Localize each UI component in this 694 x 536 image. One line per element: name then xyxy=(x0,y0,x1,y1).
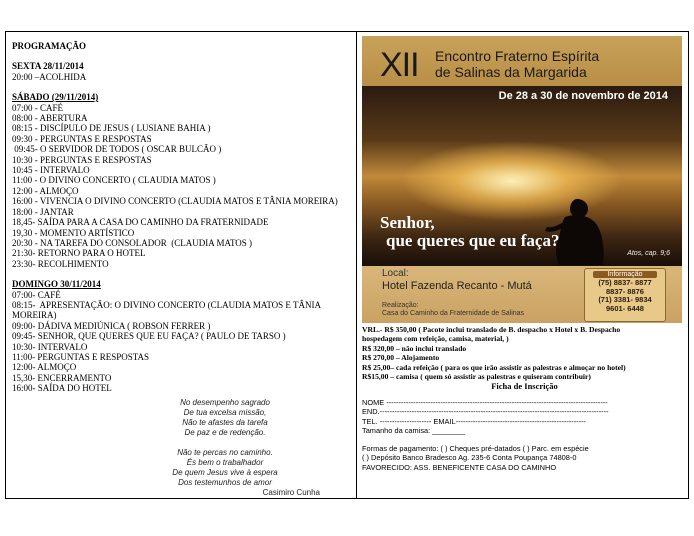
schedule-item: 07:00- CAFÉ xyxy=(12,289,61,300)
price-line: VRL.- R$ 350,00 ( Pacote inclui translado de B. despacho x Hotel x B. Despacho xyxy=(362,325,621,334)
schedule-item: 23:30- RECOLHIMENTO xyxy=(12,258,109,269)
poem-line: Dos testemunhos de amor xyxy=(178,478,272,487)
poem-line: És bem o trabalhador xyxy=(186,458,264,467)
organizer-label: Realização: xyxy=(382,302,419,309)
schedule-item: 08:15 - DISCÍPULO DE JESUS ( LUSIANE BAHIA ) xyxy=(12,123,211,134)
event-poster xyxy=(362,36,682,323)
saturday-heading: SÁBADO (29/11/2014) xyxy=(12,92,99,103)
schedule-item: 10:30- INTERVALO xyxy=(12,341,88,352)
program-title: PROGRAMAÇÃO xyxy=(12,41,86,51)
phone-number: 9601- 6448 xyxy=(606,303,644,313)
schedule-item: 16:00- SAÍDA DO HOTEL xyxy=(12,383,112,394)
schedule-item: MOREIRA) xyxy=(12,310,57,321)
schedule-item: 18,45- SAÍDA PARA A CASA DO CAMINHO DA FRATERNIDADE xyxy=(12,217,269,228)
verse-line1: Senhor, xyxy=(380,213,435,232)
deposit-info: ( ) Depósito Banco Bradesco Ag. 235-6 Conta Poupança 74808-0 xyxy=(362,453,577,463)
phone-number: (75) 8837- 8877 xyxy=(598,278,652,287)
phone-number: (71) 3381- 9834 xyxy=(598,295,652,304)
shirt-size-field[interactable]: Tamanho da camisa: ________ xyxy=(362,426,466,436)
poem-line: De quem Jesus vive à espera xyxy=(172,468,278,477)
price-line: R$ 270,00 – Alojamento xyxy=(362,353,440,363)
price-line: R$15,00 – camisa ( quem só assistir as palestras e quiseram contribuir) xyxy=(362,372,591,382)
schedule-item: 16:00 - VIVENCIA O DIVINO CONCERTO (CLAUDIA MATOS E TÂNIA MOREIRA) xyxy=(12,196,338,207)
contact-box xyxy=(584,268,666,322)
registration-section xyxy=(362,325,687,472)
poster-title-line2: de Salinas da Margarida xyxy=(435,64,587,80)
organizer-value: Casa do Caminho da Fraternidade de Salinas xyxy=(382,310,525,317)
poster-image xyxy=(362,86,682,266)
poster-footer xyxy=(362,266,682,323)
schedule-item: 09:00- DÁDIVA MEDIÚNICA ( ROBSON FERRER ) xyxy=(12,320,211,331)
schedule-item: 09:45- O SERVIDOR DE TODOS ( OSCAR BULCÃO ) xyxy=(12,144,222,155)
schedule-item: 07:00 - CAFÉ xyxy=(12,102,64,113)
column-divider xyxy=(356,31,357,499)
schedule-item: 08:00 - ABERTURA xyxy=(12,113,88,124)
poster-title-line1: Encontro Fraterno Espírita xyxy=(435,48,600,64)
schedule-item: 12:00- ALMOÇO xyxy=(12,362,77,373)
schedule-item: 10:45 - INTERVALO xyxy=(12,165,90,176)
schedule-item: 09:30 - PERGUNTAS E RESPOSTAS xyxy=(12,133,152,144)
local-label: Local: xyxy=(382,268,409,279)
form-title: Ficha de Inscrição xyxy=(491,381,558,392)
schedule-item: 19,30 - MOMENTO ARTÍSTICO xyxy=(12,227,135,238)
phone-number: 8837- 8876 xyxy=(606,286,644,296)
schedule-item: 20:00 –ACOLHIDA xyxy=(12,71,87,82)
poem-line: De paz e de redenção. xyxy=(184,428,266,437)
beneficiary-info: FAVORECIDO: ASS. BENEFICENTE CASA DO CAMINHO xyxy=(362,462,557,472)
event-dates: De 28 a 30 de novembro de 2014 xyxy=(498,90,668,102)
schedule-item: 09:45- SENHOR, QUE QUERES QUE EU FAÇA? ( PAULO DE TARSO ) xyxy=(12,331,286,342)
schedule-item: 21:30- RETORNO PARA O HOTEL xyxy=(12,248,146,259)
phone-email-field[interactable]: TEL. --------------------- EMAIL----------------------------------------------------- xyxy=(362,416,587,426)
schedule-item: 10:30 - PERGUNTAS E RESPOSTAS xyxy=(12,154,152,165)
schedule-item: 20:30 - NA TAREFA DO CONSOLADOR (CLAUDIA MATOS ) xyxy=(12,237,253,248)
edition-number: XII xyxy=(380,46,419,84)
verse-line2: que queres que eu faça? xyxy=(386,231,560,250)
sunday-heading: DOMINGO 30/11/2014 xyxy=(12,279,101,290)
schedule-item: 11:00- PERGUNTAS E RESPOSTAS xyxy=(12,351,149,362)
payment-options[interactable]: Formas de pagamento: ( ) Cheques pré-datados ( ) Parc. em espécie xyxy=(362,443,589,453)
poem-line: Não te percas no caminho. xyxy=(177,448,273,457)
poem-line: No desempenho sagrado xyxy=(180,398,270,407)
price-line: hospedagem com refeição, camisa, material, ) xyxy=(362,334,509,344)
name-field[interactable]: NOME ------------------------------------------------------------------------------------------ xyxy=(362,397,608,407)
friday-heading: SEXTA 28/11/2014 xyxy=(12,61,84,72)
schedule-item: 12:00 - ALMOÇO xyxy=(12,185,79,196)
price-line: R$ 320,00 – não inclui translado xyxy=(362,343,467,353)
schedule-item: 18:00 - JANTAR xyxy=(12,206,74,217)
schedule-item: 11:00 - O DIVINO CONCERTO ( CLAUDIA MATOS ) xyxy=(12,175,216,186)
poem xyxy=(100,398,350,498)
kneeling-figure-icon xyxy=(537,181,617,271)
schedule-column xyxy=(12,41,352,394)
contact-label: Informação xyxy=(593,271,657,278)
poster-header xyxy=(362,36,682,86)
price-line: R$ 25,00– cada refeição ( para os que irão assistir as palestras e almoçar no hotel) xyxy=(362,362,626,372)
verse-reference: Atos, cap. 9;6 xyxy=(627,250,670,257)
local-value: Hotel Fazenda Recanto - Mutá xyxy=(382,280,532,292)
schedule-item: 08:15- APRESENTAÇÃO: O DIVINO CONCERTO (CLAUDIA MATOS E TÂNIA xyxy=(12,299,321,310)
schedule-item: 15,30- ENCERRAMENTO xyxy=(12,372,112,383)
address-field[interactable]: END.--------------------------------------------------------------------------------------------- xyxy=(362,407,609,417)
poem-line: De tua excelsa missão, xyxy=(183,408,267,417)
poem-line: Não te afastes da tarefa xyxy=(182,418,268,427)
poem-author: Casimiro Cunha xyxy=(262,488,320,497)
